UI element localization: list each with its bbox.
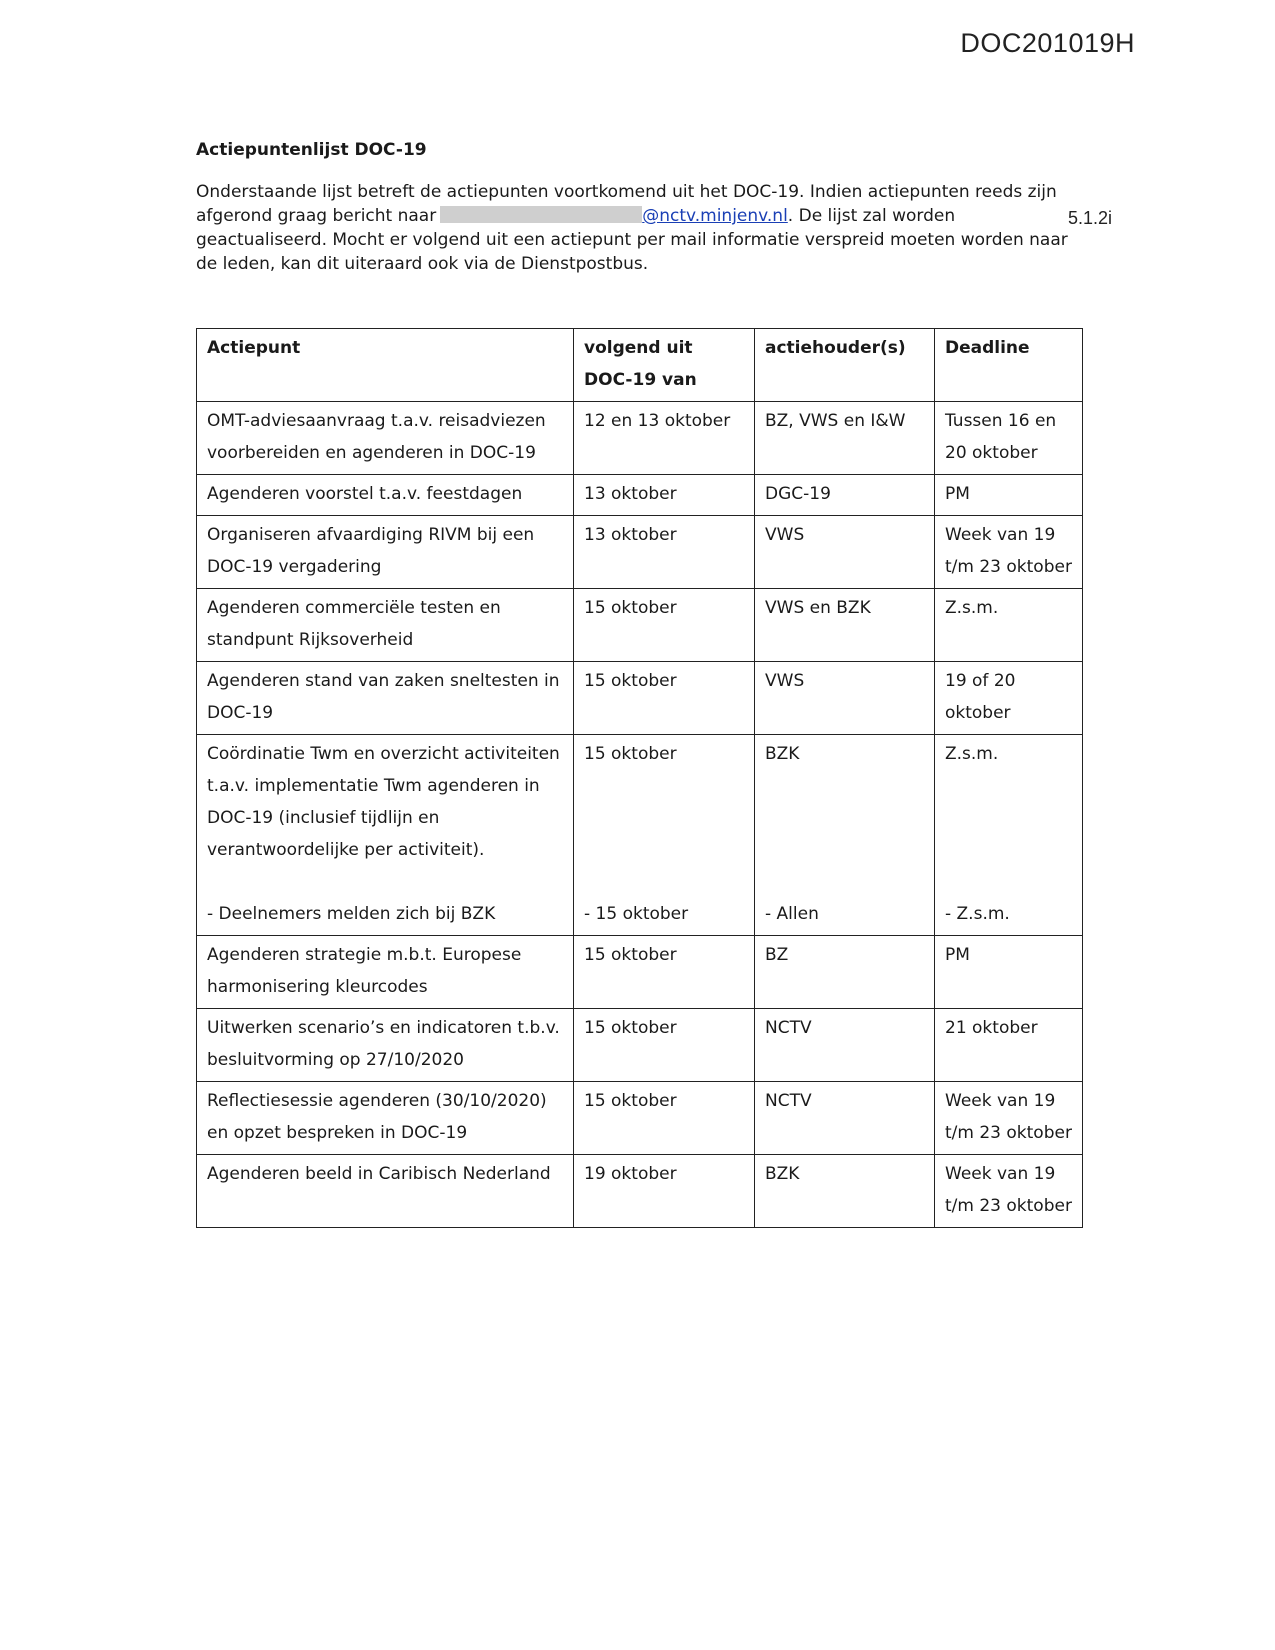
page-title: Actiepuntenlijst DOC-19 (196, 140, 427, 160)
cell-volgend-uit: 13 oktober (574, 475, 755, 516)
header-actiepunt: Actiepunt (197, 329, 574, 402)
cell-volgend-uit: 13 oktober (574, 516, 755, 589)
cell-actiepunt: Reflectiesessie agenderen (30/10/2020) en opzet bespreken in DOC-19 (197, 1082, 574, 1155)
cell-volgend-uit: 15 oktober (574, 1082, 755, 1155)
email-link[interactable]: @nctv.minjenv.nl (642, 206, 788, 226)
table-row (197, 1155, 1083, 1228)
cell-deadline: Week van 19 t/m 23 oktober (935, 516, 1083, 589)
cell-actiehouders: VWS (755, 516, 935, 589)
cell-deadline: Z.s.m. (935, 589, 1083, 662)
table-header-row (197, 329, 1083, 402)
cell-actiehouders: BZ (755, 936, 935, 1009)
cell-volgend-uit: 19 oktober (574, 1155, 755, 1228)
cell-volgend-uit: 15 oktober (574, 1009, 755, 1082)
cell-actiepunt: Uitwerken scenario’s en indicatoren t.b.v. besluitvorming op 27/10/2020 (197, 1009, 574, 1082)
cell-sub-text: - 15 oktober (584, 904, 689, 924)
cell-deadline: Tussen 16 en 20 oktober (935, 402, 1083, 475)
cell-deadline: PM (935, 936, 1083, 1009)
cell-actiehouders: DGC-19 (755, 475, 935, 516)
cell-volgend-uit (574, 735, 755, 936)
cell-main-text: Z.s.m. (945, 744, 999, 764)
table-row (197, 402, 1083, 475)
cell-deadline: Week van 19 t/m 23 oktober (935, 1155, 1083, 1228)
header-volgend-uit: volgend uit DOC-19 van (574, 329, 755, 402)
table-row (197, 1009, 1083, 1082)
cell-deadline (935, 735, 1083, 936)
cell-deadline: 19 of 20 oktober (935, 662, 1083, 735)
table-row (197, 589, 1083, 662)
cell-volgend-uit: 15 oktober (574, 662, 755, 735)
table-row (197, 662, 1083, 735)
cell-actiehouders: BZK (755, 1155, 935, 1228)
cell-actiehouders: BZ, VWS en I&W (755, 402, 935, 475)
cell-sub-text: - Allen (765, 904, 819, 924)
cell-main-text: BZK (765, 744, 800, 764)
cell-actiepunt: Agenderen stand van zaken sneltesten in DOC-19 (197, 662, 574, 735)
document-code: DOC201019H (960, 28, 1135, 58)
table-row (197, 516, 1083, 589)
cell-main-text: 15 oktober (584, 744, 677, 764)
cell-volgend-uit: 15 oktober (574, 589, 755, 662)
cell-main-text: Coördinatie Twm en overzicht activiteiten t.a.v. implementatie Twm agenderen in DOC-19 (inclusief tijdlijn en verantwoordelijke per activiteit). (207, 744, 560, 860)
redaction-code: 5.1.2i (1068, 208, 1113, 228)
cell-deadline: 21 oktober (935, 1009, 1083, 1082)
cell-deadline: PM (935, 475, 1083, 516)
cell-actiehouders (755, 735, 935, 936)
cell-actiepunt: Agenderen strategie m.b.t. Europese harmonisering kleurcodes (197, 936, 574, 1009)
table-row (197, 475, 1083, 516)
cell-sub-text: - Deelnemers melden zich bij BZK (207, 904, 496, 924)
cell-deadline: Week van 19 t/m 23 oktober (935, 1082, 1083, 1155)
table-row (197, 735, 1083, 936)
cell-actiehouders: NCTV (755, 1082, 935, 1155)
header-deadline: Deadline (935, 329, 1083, 402)
cell-actiepunt: Organiseren afvaardiging RIVM bij een DOC-19 vergadering (197, 516, 574, 589)
intro-paragraph (196, 180, 1076, 276)
cell-actiepunt: OMT-adviesaanvraag t.a.v. reisadviezen voorbereiden en agenderen in DOC-19 (197, 402, 574, 475)
table-row (197, 936, 1083, 1009)
header-actiehouders: actiehouder(s) (755, 329, 935, 402)
cell-actiehouders: NCTV (755, 1009, 935, 1082)
action-table (196, 328, 1083, 1228)
cell-volgend-uit: 12 en 13 oktober (574, 402, 755, 475)
cell-sub-text: - Z.s.m. (945, 904, 1010, 924)
cell-actiepunt: Agenderen voorstel t.a.v. feestdagen (197, 475, 574, 516)
cell-actiehouders: VWS (755, 662, 935, 735)
cell-actiepunt (197, 735, 574, 936)
intro-text-2: . De lijst zal worden geactualiseerd. Mocht er volgend uit een actiepunt per mail informatie verspreid moeten worden naar de leden, kan dit uiteraard ook via de Dienstpostbus. (196, 206, 1068, 274)
cell-actiepunt: Agenderen commerciële testen en standpunt Rijksoverheid (197, 589, 574, 662)
table-row (197, 1082, 1083, 1155)
intro-text-1: Onderstaande lijst betreft de actiepunten voortkomend uit het DOC-19. Indien actiepunten reeds zijn afgerond graag bericht naar (196, 182, 1057, 226)
cell-actiehouders: VWS en BZK (755, 589, 935, 662)
redacted-block (440, 206, 642, 223)
cell-actiepunt: Agenderen beeld in Caribisch Nederland (197, 1155, 574, 1228)
cell-volgend-uit: 15 oktober (574, 936, 755, 1009)
